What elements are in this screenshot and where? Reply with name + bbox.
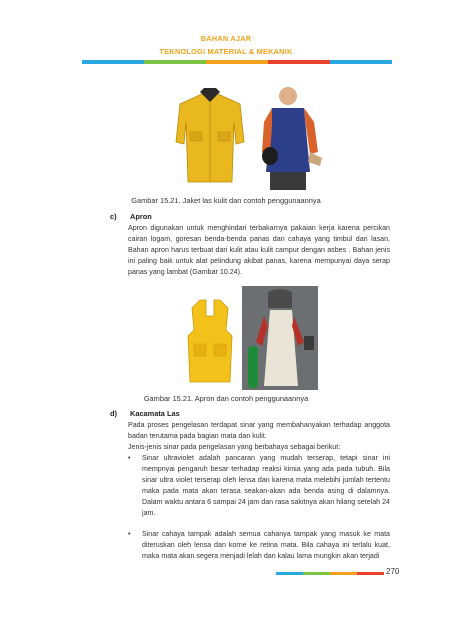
jacket-image [176, 88, 244, 182]
color-band-segment [268, 60, 330, 64]
color-band-segment [330, 572, 357, 575]
bullet-item [128, 453, 390, 541]
section-d-title: Kacamata Las [130, 409, 180, 418]
jacket-wearer-image [262, 87, 322, 190]
section-d-label: d) [110, 409, 117, 418]
bullet-dot-icon: • [128, 454, 131, 462]
section-c-paragraph: Apron digunakan untuk menghindari terbakarnya pakaian kerja karena percikan cairan logam, goresan benda-benda panas dan cahaya yang timbul dari lasan. Bahan apron harus terbuat dari kulit atau kulit campur dengan asbes . Bahan jenis ini paling baik untuk alat pelindung akibat panas, karena mempunyai daya serap panas yang lambat (Gambar 10.24). [128, 224, 390, 276]
apron-image [188, 300, 232, 382]
header-color-band [82, 60, 392, 64]
bullet-text: Sinar cahaya tampak adalah semua cahanya tampak yang masuk ke mata diteruskan oleh lensa dan korne ke retina mata. Bila cahaya ini terlalu kuat, maka mata akan segera menjadi lelah dan kalau lama mungkin akan terjadi [142, 530, 390, 560]
section-d-intro: Jenis-jenis sinar pada pengelasan yang berbahaya sebagai berikut: [128, 443, 341, 451]
section-c-heading [110, 212, 152, 221]
figure2-caption: Gambar 15.21. Apron dan contoh penggunaannya [143, 394, 309, 403]
color-band-segment [357, 572, 384, 575]
color-band-segment [144, 60, 206, 64]
header-title: BAHAN AJAR [200, 34, 252, 43]
bullet-text: Sinar ultraviolet adalah pancaran yang mudah terserap, tetapi sinar ini mempnyai pengaruh besar terhadap reaksi kimia yang ada pada tubuh. Bila sinar ultra violet terserap oleh lensa dan karena mata melebihi jumlah tertentu maka pada mata akan terasa seakan-akan ada benda asing di dalamnya. Dalam waktu antara 6 sampai 24 jam dan rasa sakitnya akan hilang setelah 24 jam. [142, 454, 390, 517]
bullet-item [128, 529, 390, 569]
apron-wearer-image [242, 286, 318, 390]
color-band-segment [82, 60, 144, 64]
header-subtitle: TEKNOLOGI MATERIAL & MEKANIK [159, 47, 293, 56]
figure1-caption: Gambar 15.21. Jaket las kulit dan contoh penggunaannya [131, 196, 321, 205]
figure-leather-jacket [160, 82, 330, 192]
bullet-dot-icon: • [128, 530, 131, 538]
color-band-segment [330, 60, 392, 64]
section-c-title: Apron [130, 212, 152, 221]
color-band-segment [206, 60, 268, 64]
color-band-segment [303, 572, 330, 575]
figure-apron [170, 286, 320, 390]
section-d-heading [110, 409, 180, 418]
section-d-paragraph: Pada proses pengelasan terdapat sinar yang membahanyakan terhadap anggota badan terutama pada bagian mata dan kulit. [128, 421, 390, 440]
section-c-label: c) [110, 212, 117, 221]
color-band-segment [276, 572, 303, 575]
footer-color-band [276, 572, 384, 575]
page-number: 270 [386, 567, 400, 576]
